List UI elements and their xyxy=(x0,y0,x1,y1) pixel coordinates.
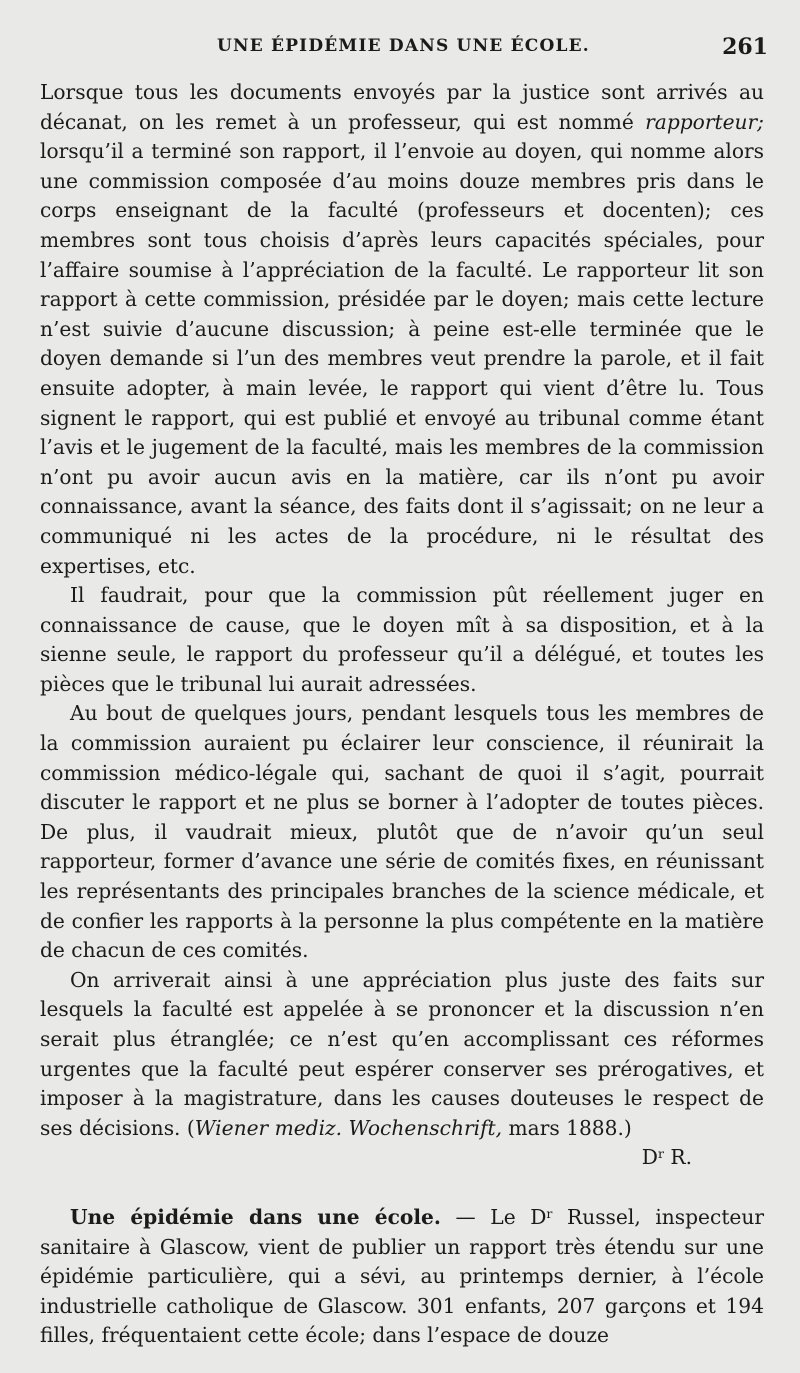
paragraph-1 xyxy=(40,78,764,581)
paragraph-4-text: On arriverait ainsi à une appréciation plus juste des faits sur lesquels la faculté est appelée à se prononcer et la discussion n’en serait plus étranglée; ce n’est qu’en accomplissant ces réformes urgentes que la faculté peut espérer conserver ses prérogatives, et imposer à la magistrature, dans les causes douteuses le respect de ses décisions. ( xyxy=(40,967,764,1140)
signature xyxy=(40,1143,764,1173)
signature-sup: r xyxy=(657,1146,664,1162)
section-gap xyxy=(40,1173,764,1203)
paragraph-1-text: Lorsque tous les documents envoyés par la justice sont arrivés au décanat, on les remet à un professeur, qui est nommé xyxy=(40,80,764,134)
article-intro-sup: r xyxy=(546,1205,553,1221)
article-title: Une épidémie dans une école. xyxy=(70,1204,441,1229)
paragraph-2: Il faudrait, pour que la commission pût réellement juger en connaissance de cause, que le doyen mît à sa disposition, et à la sienne seule, le rapport du professeur qu’il a délégué, et toutes les pièces que le tribunal lui aurait adressées. xyxy=(40,583,764,696)
signature-prefix: D xyxy=(641,1145,658,1170)
paragraph-3: Au bout de quelques jours, pendant lesquels tous les membres de la commission auraient pu éclairer leur conscience, il réunirait la commission médico-légale qui, sachant de quoi il s’agit, pourrait discuter le rapport et ne plus se borner à l’adopter de toutes pièces. De plus, il vaudrait mieux, plutôt que de n’avoir qu’un seul rapporteur, former d’avance une série de comités fixes, en réunissant les représentants des principales branches de la science médicale, et de confier les rapports à la personne la plus compétente en la matière de chacun de ces comités. xyxy=(40,701,764,963)
article-2-paragraph xyxy=(40,1203,764,1351)
article-intro-prefix: — Le D xyxy=(455,1204,547,1229)
body-text xyxy=(40,78,764,1351)
signature-name: R. xyxy=(670,1145,692,1170)
page-number: 261 xyxy=(722,34,768,60)
article-2-text: Russel, inspecteur sanitaire à Glascow, vient de publier un rapport très étendu sur une épidémie particulière, qui a sévi, au printemps dernier, à l’école industrielle catholique de Glascow. 301 enfants, 207 garçons et 194 filles, fréquentaient cette école; dans l’espace de douze xyxy=(40,1204,765,1348)
paragraph-1-rest: lorsqu’il a terminé son rapport, il l’envoie au doyen, qui nomme alors une commission composée d’au moins douze membres pris dans le corps enseignant de la faculté (professeurs et docenten); ces membres sont tous choisis d’après leurs capacités spéciales, pour l’affaire soumise à l’appréciation de la faculté. Le rapporteur lit son rapport à cette commission, présidée par le doyen; mais cette lecture n’est suivie d’aucune discussion; à peine est-elle terminée que le doyen demande si l’un des membres veut prendre la parole, et il fait ensuite adopter, à main levée, le rapport qui vient d’être lu. Tous signent le rapport, qui est publié et envoyé au tribunal comme étant l’avis et le jugement de la faculté, mais les membres de la commission n’ont pu avoir aucun avis en la matière, car ils n’ont pu avoir connaissance, avant la séance, des faits dont il s’agissait; on ne leur a communiqué ni les actes de la procédure, ni le résultat des expertises, etc. xyxy=(40,139,764,578)
source-citation: Wiener mediz. Wochenschrift, xyxy=(194,1115,503,1140)
rapporteur-term: rapporteur; xyxy=(645,109,764,134)
running-title: UNE ÉPIDÉMIE DANS UNE ÉCOLE. xyxy=(217,36,590,56)
paragraph-4 xyxy=(40,966,764,1144)
page-header xyxy=(40,34,768,64)
source-date: mars 1888.) xyxy=(508,1115,632,1140)
